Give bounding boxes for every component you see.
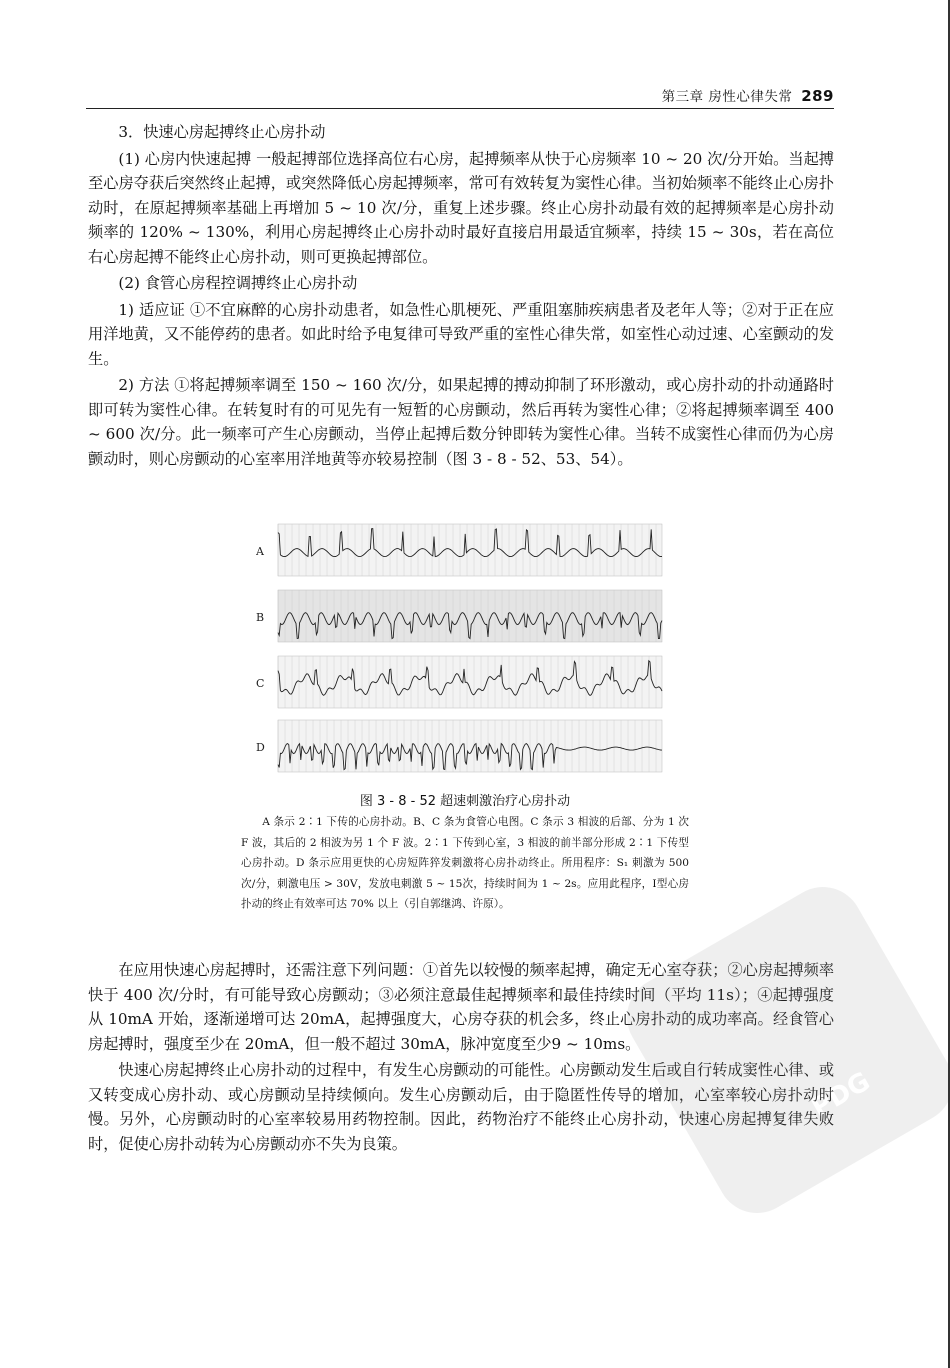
main-text <box>88 120 834 473</box>
chapter-header <box>662 85 834 105</box>
ecg-strips <box>256 512 666 780</box>
after-text <box>88 958 834 1158</box>
section-title: 3．快速心房起搏终止心房扑动 <box>118 123 326 141</box>
paragraph-af-risk: 快速心房起搏终止心房扑动的过程中，有发生心房颤动的可能性。心房颤动发生后或自行转成窦性心律、或又转变成心房扑动、或心房颤动呈持续倾向。发生心房颤动后，由于隐匿性传导的增加，心室率较心房扑动时慢。另外，心房颤动时的心室率较易用药物控制。因此，药物治疗不能终止心房扑动，快速心房起搏复律失败时，促使心房扑动转为心房颤动亦不失为良策。 <box>88 1061 834 1153</box>
paragraph-esophageal-heading: (2) 食管心房程控调搏终止心房扑动 <box>118 274 358 292</box>
ecg-figure <box>256 512 666 780</box>
paragraph-indications: 1) 适应证 ①不宜麻醉的心房扑动患者，如急性心肌梗死、严重阻塞肺疾病患者及老年人等；②对于正在应用洋地黄，又不能停药的患者。如此时给予电复律可导致严重的室性心律失常，如室性心动过速、心室颤动的发生。 <box>88 300 834 368</box>
strip-label-b: B <box>256 611 265 624</box>
paragraph-atrial-pacing: (1) 心房内快速起搏 一般起搏部位选择高位右心房，起搏频率从快于心房频率 10 ~ 20 次/分开始。当起搏至心房夺获后突然终止起搏，或突然降低心房起搏频率，常可有效转复为窦性心律。当初始频率不能终止心房扑动时，在原起搏频率基础上再增加 5 ~ 10 次/分，重复上述步骤。终止心房扑动最有效的起搏频率是心房扑动频率的 120% ~ 130%，利用心房起搏终止心房扑动时最好直接启用最适宜频率，持续 15 ~ 30s，若在高位右心房起搏不能终止心房扑动，则可更换起搏部位。 <box>88 149 834 266</box>
watermark-text: PDG <box>806 1066 876 1124</box>
running-header <box>86 86 834 109</box>
strip-label-a: A <box>256 545 264 558</box>
paragraph-notes: 在应用快速心房起搏时，还需注意下列问题：①首先以较慢的频率起搏，确定无心室夺获；②心房起搏频率快于 400 次/分时，有可能导致心房颤动；③必须注意最佳起搏频率和最佳持续时间（平均 11s）；④起搏强度从 10mA 开始，逐渐递增可达 20mA，起搏强度大，心房夺获的机会多，终止心房扑动的成功率高。经食管心房起搏时，强度至少在 20mA，但一般不超过 30mA，脉冲宽度至少9 ~ 10ms。 <box>88 961 834 1053</box>
page-number: 289 <box>801 87 834 105</box>
figure-caption-note: A 条示 2∶1 下传的心房扑动。B、C 条为食管心电图。C 条示 3 相波的后部、分为 1 次 F 波，其后的 2 相波为另 1 个 F 波。2∶1 下传到心室，3 相波的前半部分形成 2∶1 下传型心房扑动。D 条示应用更快的心房短阵猝发刺激将心房扑动终止。所用程序：S₁ 刺激为 500 次/分，刺激电压 > 30V，发放电刺激 5 ~ 15次，持续时间为 1 ~ 2s。应用此程序，Ⅰ型心房扑动的终止有效率可达 70% 以上（引自郭继鸿、许原）。 <box>241 816 689 911</box>
chapter-title: 第三章 房性心律失常 <box>661 89 793 105</box>
ecg-strip-background <box>278 656 662 708</box>
paragraph-method: 2) 方法 ①将起搏频率调至 150 ~ 160 次/分，如果起搏的搏动抑制了环形激动，或心房扑动的扑动通路时即可转为窦性心律。在转复时有的可见先有一短暂的心房颤动，然后再转为窦性心律；②将起搏频率调至 400 ~ 600 次/分。此一频率可产生心房颤动，当停止起搏后数分钟即转为窦性心律。当转不成窦性心律而仍为心房颤动时，则心房颤动的心室率用洋地黄等亦较易控制（图 3 - 8 - 52、53、54）。 <box>88 376 834 468</box>
strip-label-d: D <box>256 741 265 754</box>
strip-label-c: C <box>256 677 265 690</box>
figure-caption-title: 图 3 - 8 - 52 超速刺激治疗心房扑动 <box>359 794 571 809</box>
